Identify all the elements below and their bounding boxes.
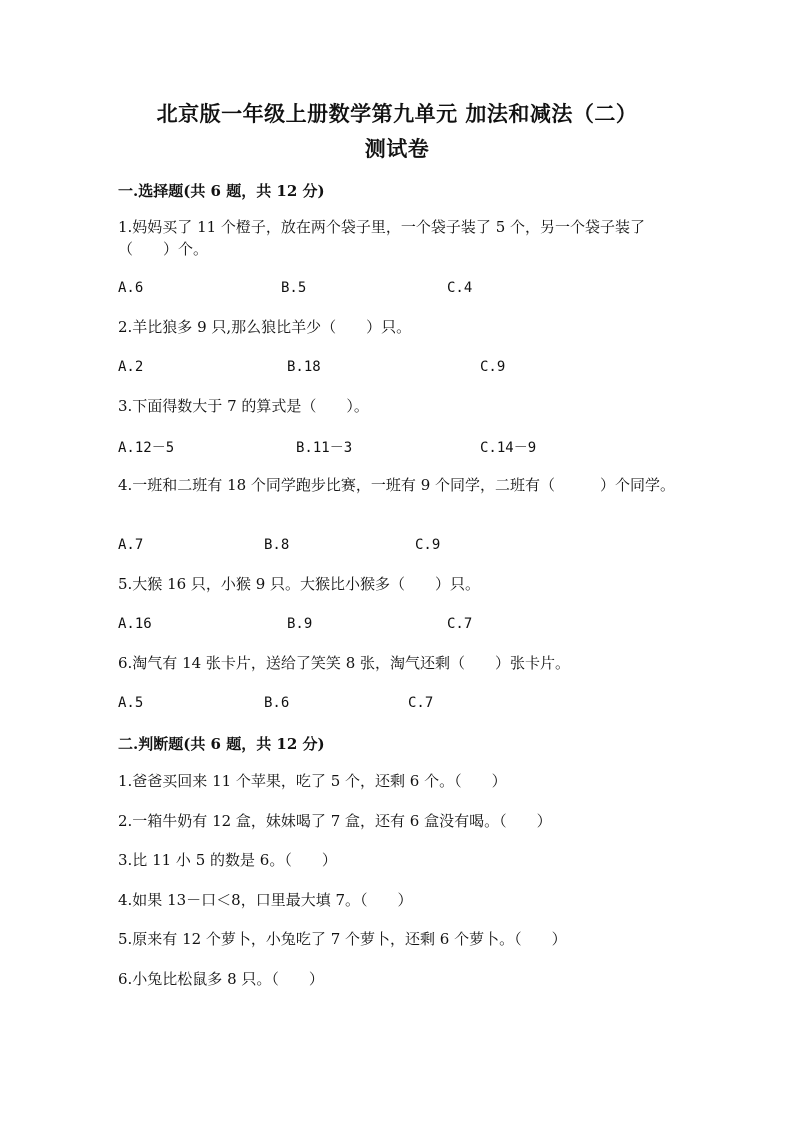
q3-option-a: A.12－5: [118, 440, 175, 456]
q4-option-a: A.7: [118, 537, 144, 553]
q2-option-a: A.2: [118, 359, 144, 375]
q6-option-b: B.6: [264, 695, 290, 711]
question-2: 2.羊比狼多 9 只,那么狼比羊少（ ）只。: [118, 318, 412, 336]
q1-option-b: B.5: [281, 280, 307, 296]
q5-option-c: C.7: [447, 616, 473, 632]
judgment-2: 2.一箱牛奶有 12 盒，妹妹喝了 7 盒，还有 6 盒没有喝。（ ）: [118, 812, 552, 830]
judgment-5: 5.原来有 12 个萝卜，小兔吃了 7 个萝卜，还剩 6 个萝卜。（ ）: [118, 930, 567, 948]
q6-option-a: A.5: [118, 695, 144, 711]
question-5: 5.大猴 16 只，小猴 9 只。大猴比小猴多（ ）只。: [118, 575, 481, 593]
question-1: 1.妈妈买了 11 个橙子，放在两个袋子里，一个袋子装了 5 个，另一个袋子装了（ ）个。: [118, 218, 646, 258]
question-6: 6.淘气有 14 张卡片，送给了笑笑 8 张，淘气还剩（ ）张卡片。: [118, 654, 571, 672]
q5-option-a: A.16: [118, 616, 152, 632]
q1-option-a: A.6: [118, 280, 144, 296]
section-heading-choice: 一.选择题(共 6 题，共 12 分): [118, 182, 325, 200]
q2-option-c: C.9: [480, 359, 506, 375]
judgment-6: 6.小兔比松鼠多 8 只。（ ）: [118, 970, 324, 988]
judgment-3: 3.比 11 小 5 的数是 6。（ ）: [118, 851, 337, 869]
q5-option-b: B.9: [287, 616, 313, 632]
title-line-2: 测试卷: [364, 136, 430, 161]
title-line-1: 北京版一年级上册数学第九单元 加法和减法（二）: [156, 101, 638, 126]
q3-option-b: B.11－3: [296, 440, 353, 456]
q4-option-c: C.9: [415, 537, 441, 553]
section-heading-judgment: 二.判断题(共 6 题，共 12 分): [118, 735, 325, 753]
judgment-4: 4.如果 13－口＜8，口里最大填 7。（ ）: [118, 891, 413, 909]
question-4: 4.一班和二班有 18 个同学跑步比赛，一班有 9 个同学，二班有（ ）个同学。: [118, 476, 676, 494]
question-3: 3.下面得数大于 7 的算式是（ ）。: [118, 397, 369, 415]
judgment-1: 1.爸爸买回来 11 个苹果，吃了 5 个，还剩 6 个。（ ）: [118, 772, 507, 790]
q4-option-b: B.8: [264, 537, 290, 553]
q6-option-c: C.7: [408, 695, 434, 711]
q1-option-c: C.4: [447, 280, 473, 296]
q3-option-c: C.14－9: [480, 440, 537, 456]
q2-option-b: B.18: [287, 359, 321, 375]
